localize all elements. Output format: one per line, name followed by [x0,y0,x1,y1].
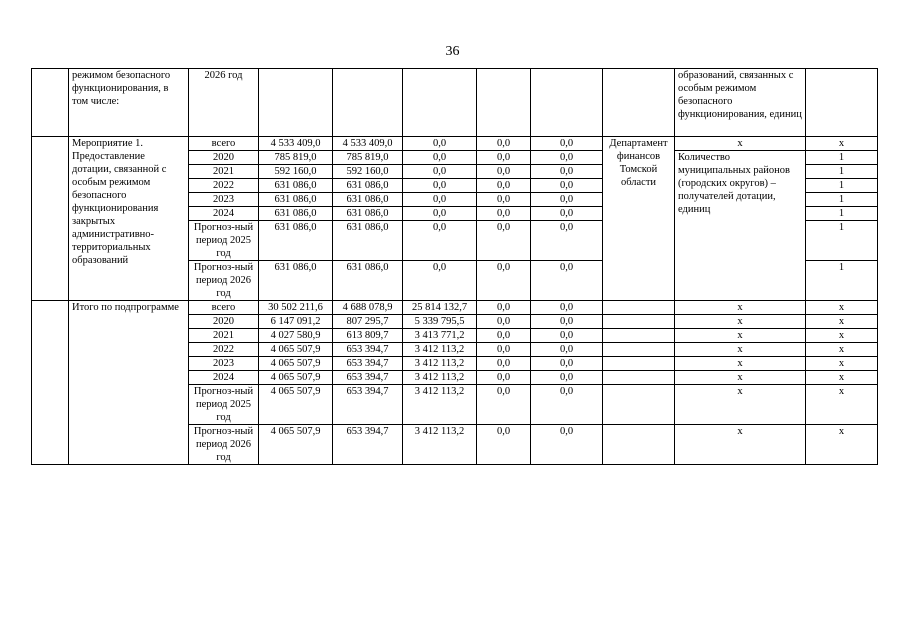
total-cell: 4 027 580,9 [259,329,333,343]
executor-cell [603,301,675,315]
local-cell: 0,0 [477,207,531,221]
other-cell: 0,0 [531,425,603,465]
value-cell: 1 [806,261,878,301]
executor-cell [603,371,675,385]
regional-cell: 3 412 113,2 [403,357,477,371]
period-cell: 2020 [189,315,259,329]
federal-cell: 653 394,7 [333,385,403,425]
value-cell: x [806,315,878,329]
other-cell: 0,0 [531,137,603,151]
row-number-cell [32,137,69,301]
regional-cell: 3 413 771,2 [403,329,477,343]
period-cell: 2023 [189,357,259,371]
local-cell: 0,0 [477,315,531,329]
indicator-cell: Количество муниципальных районов (городских округов) – получателей дотации, единиц [675,151,806,301]
executor-cell: Департамент финансов Томской области [603,137,675,301]
activity-name-cell: Итого по подпрограмме [69,301,189,465]
period-cell: 2022 [189,179,259,193]
value-cell: 1 [806,193,878,207]
executor-cell [603,385,675,425]
value-cell [806,69,878,137]
total-cell: 4 533 409,0 [259,137,333,151]
regional-cell: 5 339 795,5 [403,315,477,329]
local-cell: 0,0 [477,357,531,371]
other-cell: 0,0 [531,301,603,315]
value-cell: x [806,357,878,371]
value-cell: x [806,425,878,465]
regional-cell: 0,0 [403,137,477,151]
total-cell: 631 086,0 [259,207,333,221]
value-cell: 1 [806,221,878,261]
local-cell: 0,0 [477,137,531,151]
local-cell: 0,0 [477,371,531,385]
executor-cell [603,425,675,465]
executor-cell [603,329,675,343]
total-cell: 631 086,0 [259,221,333,261]
federal-cell: 653 394,7 [333,425,403,465]
other-cell: 0,0 [531,343,603,357]
federal-cell: 807 295,7 [333,315,403,329]
other-cell: 0,0 [531,193,603,207]
executor-cell [603,357,675,371]
regional-cell: 25 814 132,7 [403,301,477,315]
regional-cell: 0,0 [403,261,477,301]
period-cell: Прогноз-ный период 2026 год [189,425,259,465]
total-cell: 592 160,0 [259,165,333,179]
total-cell: 4 065 507,9 [259,425,333,465]
total-cell: 4 065 507,9 [259,357,333,371]
regional-cell: 3 412 113,2 [403,385,477,425]
value-cell: 1 [806,165,878,179]
table-row [32,301,878,315]
local-cell: 0,0 [477,193,531,207]
value-cell: x [806,343,878,357]
row-number-cell [32,69,69,137]
federal-cell: 631 086,0 [333,179,403,193]
regional-cell: 0,0 [403,151,477,165]
row-number-cell [32,301,69,465]
total-cell: 631 086,0 [259,193,333,207]
value-cell: 1 [806,179,878,193]
indicator-cell: x [675,343,806,357]
period-cell: 2022 [189,343,259,357]
federal-cell: 653 394,7 [333,343,403,357]
period-cell: 2024 [189,371,259,385]
federal-cell: 631 086,0 [333,207,403,221]
period-cell: 2023 [189,193,259,207]
other-cell: 0,0 [531,357,603,371]
federal-cell: 653 394,7 [333,357,403,371]
other-cell [531,69,603,137]
federal-cell: 4 688 078,9 [333,301,403,315]
local-cell: 0,0 [477,179,531,193]
other-cell: 0,0 [531,151,603,165]
other-cell: 0,0 [531,385,603,425]
indicator-cell: образований, связанных с особым режимом безопасного функционирования, единиц [675,69,806,137]
indicator-cell: x [675,425,806,465]
other-cell: 0,0 [531,165,603,179]
local-cell: 0,0 [477,165,531,179]
federal-cell [333,69,403,137]
total-cell: 4 065 507,9 [259,385,333,425]
indicator-cell: x [675,385,806,425]
subprogram-table [31,68,878,465]
federal-cell: 613 809,7 [333,329,403,343]
value-cell: x [806,371,878,385]
page-number: 36 [445,44,460,59]
total-cell: 631 086,0 [259,179,333,193]
local-cell: 0,0 [477,329,531,343]
executor-cell [603,343,675,357]
federal-cell: 653 394,7 [333,371,403,385]
period-cell: 2024 [189,207,259,221]
period-cell: 2021 [189,165,259,179]
local-cell: 0,0 [477,425,531,465]
regional-cell: 0,0 [403,221,477,261]
period-cell: Прогноз-ный период 2025 год [189,385,259,425]
executor-cell [603,315,675,329]
indicator-cell: x [675,371,806,385]
activity-name-cell: режимом безопасного функционирования, в том числе: [69,69,189,137]
regional-cell: 3 412 113,2 [403,343,477,357]
local-cell: 0,0 [477,385,531,425]
other-cell: 0,0 [531,371,603,385]
regional-cell: 0,0 [403,193,477,207]
total-cell [259,69,333,137]
period-cell: всего [189,301,259,315]
value-cell: x [806,301,878,315]
indicator-cell: x [675,315,806,329]
federal-cell: 785 819,0 [333,151,403,165]
regional-cell: 0,0 [403,165,477,179]
period-cell: Прогноз-ный период 2025 год [189,221,259,261]
regional-cell: 0,0 [403,207,477,221]
total-cell: 785 819,0 [259,151,333,165]
total-cell: 631 086,0 [259,261,333,301]
other-cell: 0,0 [531,261,603,301]
other-cell: 0,0 [531,207,603,221]
indicator-cell: x [675,357,806,371]
other-cell: 0,0 [531,179,603,193]
period-cell: 2026 год [189,69,259,137]
federal-cell: 631 086,0 [333,221,403,261]
indicator-cell: x [675,329,806,343]
value-cell: x [806,329,878,343]
value-cell: x [806,137,878,151]
indicator-cell: x [675,301,806,315]
federal-cell: 631 086,0 [333,261,403,301]
local-cell [477,69,531,137]
total-cell: 6 147 091,2 [259,315,333,329]
value-cell: x [806,385,878,425]
indicator-cell: x [675,137,806,151]
period-cell: 2021 [189,329,259,343]
table-row [32,137,878,151]
regional-cell: 3 412 113,2 [403,425,477,465]
value-cell: 1 [806,151,878,165]
total-cell: 4 065 507,9 [259,343,333,357]
local-cell: 0,0 [477,301,531,315]
local-cell: 0,0 [477,343,531,357]
total-cell: 4 065 507,9 [259,371,333,385]
local-cell: 0,0 [477,261,531,301]
table-row [32,69,878,137]
other-cell: 0,0 [531,315,603,329]
federal-cell: 592 160,0 [333,165,403,179]
activity-name-cell: Мероприятие 1. Предоставление дотации, связанной с особым режимом безопасного функционирования закрытых административно-территориальных образований [69,137,189,301]
federal-cell: 4 533 409,0 [333,137,403,151]
value-cell: 1 [806,207,878,221]
period-cell: Прогноз-ный период 2026 год [189,261,259,301]
local-cell: 0,0 [477,151,531,165]
period-cell: всего [189,137,259,151]
other-cell: 0,0 [531,329,603,343]
executor-cell [603,69,675,137]
regional-cell: 3 412 113,2 [403,371,477,385]
local-cell: 0,0 [477,221,531,261]
total-cell: 30 502 211,6 [259,301,333,315]
other-cell: 0,0 [531,221,603,261]
regional-cell: 0,0 [403,179,477,193]
period-cell: 2020 [189,151,259,165]
regional-cell [403,69,477,137]
federal-cell: 631 086,0 [333,193,403,207]
